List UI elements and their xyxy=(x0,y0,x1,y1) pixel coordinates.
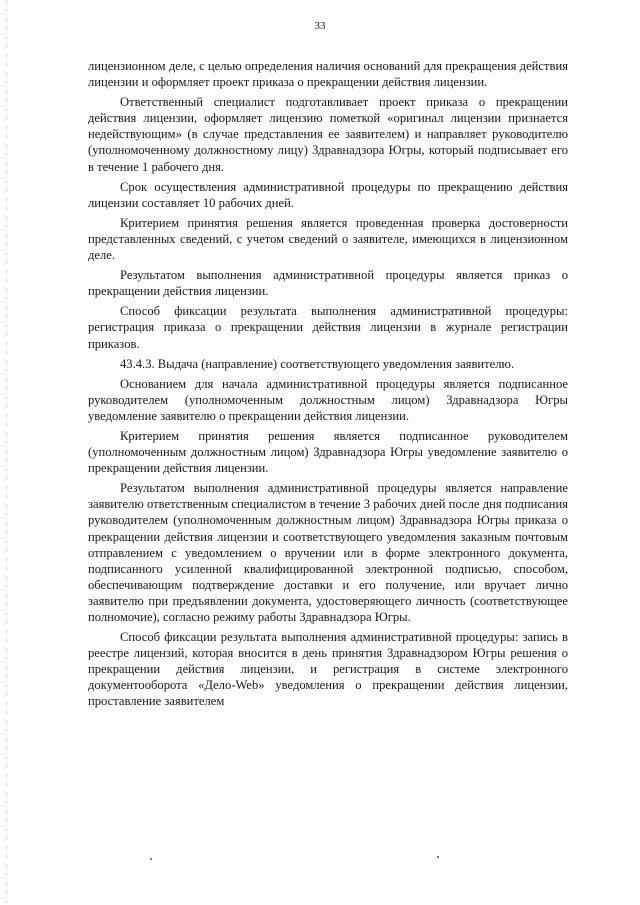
section-heading-43-4-3: 43.4.3. Выдача (направление) соответствующего уведомления заявителю. xyxy=(120,356,515,371)
paragraph-fixation-method: Способ фиксации результата выполнения административной процедуры: регистрация приказа о прекращении действия лицензии в журнале регистрации приказов. xyxy=(88,304,568,351)
paragraph-decision-criterion: Критерием принятия решения является проведенная проверка достоверности представленных сведений, с учетом сведений о заявителе, имеющихся в лицензионном деле. xyxy=(88,215,568,263)
document-body xyxy=(88,58,568,714)
paragraph-result: Результатом выполнения административной процедуры является приказ о прекращении действия лицензии. xyxy=(88,268,568,299)
paragraph-continuation: лицензионном деле, с целью определения наличия оснований для прекращения действия лицензии и оформляет проект приказа о прекращении действия лицензии. xyxy=(88,59,568,90)
scan-speck xyxy=(437,856,439,858)
paragraph-deadline: Срок осуществления административной процедуры по прекращению действия лицензии составляет 10 рабочих дней. xyxy=(88,179,568,210)
paragraph-basis: Основанием для начала административной процедуры является подписанное руководителем (уполномоченным должностным лицом) Здравнадзора Югры уведомление заявителю о прекращении действия лицензии. xyxy=(88,376,568,423)
paragraph-decision-criterion-notice: Критерием принятия решения является подписанное руководителем (уполномоченным должностным лицом) Здравнадзора Югры уведомление заявителю о прекращении действия лицензии. xyxy=(88,428,568,476)
page-number: 33 xyxy=(314,20,326,32)
paragraph-fixation-method-registry: Способ фиксации результата выполнения административной процедуры: запись в реестре лицензий, которая вносится в день принятия Здравнадзором Югры решения о прекращении действия лицензии, и регистрация в системе электронного документооборота «Дело-Web» уведомления о прекращении действия лицензии, проставление заявителем xyxy=(88,630,568,709)
scan-edge xyxy=(6,0,7,905)
scan-speck xyxy=(150,858,152,860)
paragraph-result-notice: Результатом выполнения административной процедуры является направление заявителю ответственным специалистом в течение 3 рабочих дней после дня подписания руководителем (уполномоченным должностным лицом) Здравнадзора Югры приказа о прекращении действия лицензии и соответствующего уведомления заказным почтовым отправлением с уведомлением о вручении или в форме электронного документа, подписанного усиленной квалифицированной электронной подписью, способом, обеспечивающим подтверждение доставки и его получение, или вручает лично заявителю при предъявлении документа, удостоверяющего личность (соответствующее полномочие), согласно режиму работы Здравнадзора Югры. xyxy=(88,481,568,624)
paragraph-responsible-specialist: Ответственный специалист подготавливает проект приказа о прекращении действия лицензии, оформляет лицензию пометкой «оригинал лицензии признается недействующим» (в случае представления ее заявителем) и направляет руководителю (уполномоченному должностному лицу) Здравнадзора Югры, который подписывает его в течение 1 рабочего дня. xyxy=(88,95,568,174)
